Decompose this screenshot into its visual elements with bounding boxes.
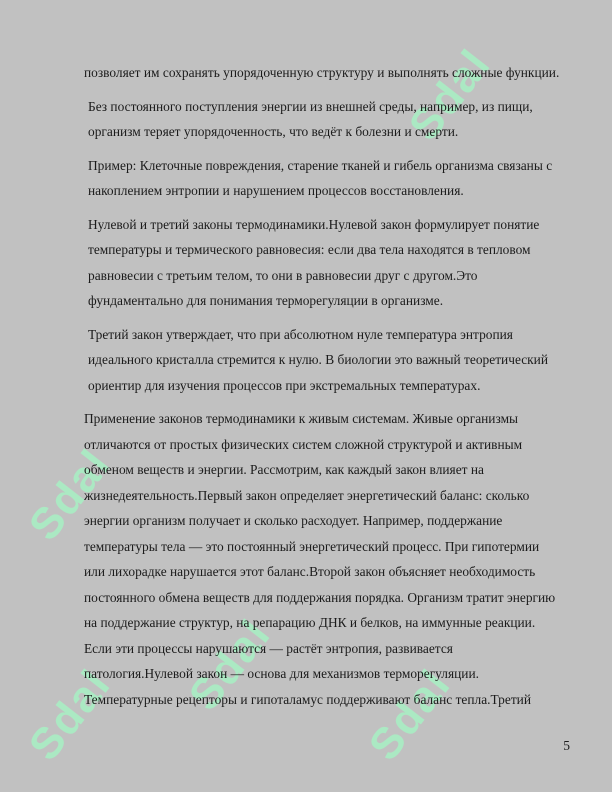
page-body [84,60,560,720]
watermark-mark: Sdal [19,659,121,770]
paragraph: Без постоянного поступления энергии из внешней среды, например, из пищи, организм теряет упорядоченность, что ведёт к болезни и смерти. [88,98,533,139]
watermark-mark: Sdal [19,439,121,550]
paragraph: Применение законов термодинамики к живым системам. Живые организмы отличаются от простых физических систем сложной структурой и активным обменом веществ и энергии. Рассмотрим, как каждый закон влияет на жизнедеятельность.Первый закон определяет энергетический баланс: сколько энергии организм получает и сколько расходует. Например, поддержание температуры тела — это постоянный энергетический процесс. При гипотермии или лихорадке нарушается этот баланс.Второй закон объясняет необходимость постоянного обмена веществ для поддержания порядка. Организм тратит энергию на поддержание структур, на репарацию ДНК и белков, на иммунные реакции. Если эти процессы нарушаются — растёт энтропия, развивается патология.Нулевой закон — основа для механизмов терморегуляции. Температурные рецепторы и гипоталамус поддерживают баланс тепла.Третий [84,411,556,707]
watermark-mark: Sdal [399,39,501,150]
paragraph: Нулевой и третий законы термодинамики.Нулевой закон формулирует понятие температуры и термического равновесия: если два тела находятся в тепловом равновесии с третьим телом, то они в равновесии друг с другом.Это фундаментально для понимания терморегуляции в организме. [88,216,540,308]
page-number: 5 [563,738,570,753]
watermark-mark: Sdal [359,659,461,770]
paragraph: Третий закон утверждает, что при абсолютном нуле температура энтропия идеального кристалла стремится к нулю. В биологии это важный теоретический ориентир для изучения процессов при экстремальных температурах. [88,326,549,393]
paragraph: позволяет им сохранять упорядоченную структуру и выполнять сложные функции. [84,65,560,80]
paragraph: Пример: Клеточные повреждения, старение тканей и гибель организма связаны с накоплением энтропии и нарушением процессов восстановления. [88,157,553,198]
watermark-mark: Sdal [179,609,281,720]
